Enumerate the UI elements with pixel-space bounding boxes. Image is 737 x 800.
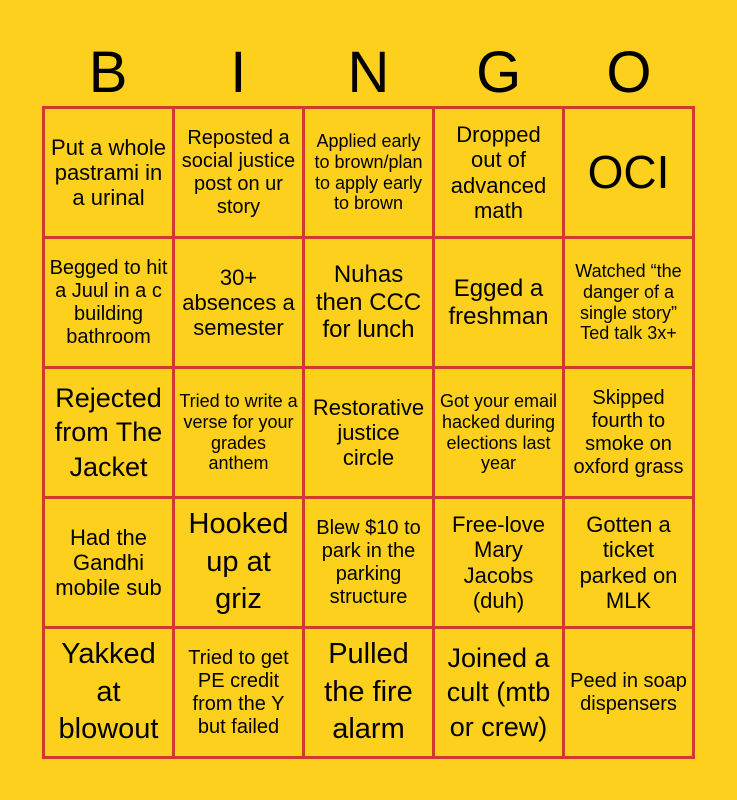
bingo-cell[interactable]: Free-love Mary Jacobs (duh) — [435, 499, 562, 626]
header-letter-g: G — [476, 40, 522, 105]
bingo-cell[interactable]: Had the Gandhi mobile sub — [45, 499, 172, 626]
bingo-header — [43, 40, 694, 106]
bingo-cell[interactable]: Applied early to brown/plan to apply early to brown — [305, 109, 432, 236]
header-letter-i: I — [230, 40, 247, 105]
bingo-cell[interactable]: Joined a cult (mtb or crew) — [435, 629, 562, 756]
bingo-cell[interactable]: Got your email hacked during elections last year — [435, 369, 562, 496]
bingo-cell[interactable]: Restorative justice circle — [305, 369, 432, 496]
bingo-cell[interactable]: Gotten a ticket parked on MLK — [565, 499, 692, 626]
bingo-cell[interactable]: Blew $10 to park in the parking structure — [305, 499, 432, 626]
bingo-cell[interactable]: Begged to hit a Juul in a c building bathroom — [45, 239, 172, 366]
header-letter-b: B — [88, 40, 128, 105]
bingo-cell[interactable]: Dropped out of advanced math — [435, 109, 562, 236]
bingo-cell[interactable]: Yakked at blowout — [45, 629, 172, 756]
bingo-cell[interactable]: Reposted a social justice post on ur story — [175, 109, 302, 236]
bingo-cell[interactable]: Tried to write a verse for your grades anthem — [175, 369, 302, 496]
bingo-cell[interactable]: Nuhas then CCC for lunch — [305, 239, 432, 366]
bingo-cell[interactable]: Egged a freshman — [435, 239, 562, 366]
bingo-cell[interactable]: Tried to get PE credit from the Y but failed — [175, 629, 302, 756]
header-letter-n: N — [347, 40, 390, 105]
bingo-cell[interactable]: Skipped fourth to smoke on oxford grass — [565, 369, 692, 496]
bingo-cell[interactable]: Watched “the danger of a single story” Ted talk 3x+ — [565, 239, 692, 366]
bingo-card-grid — [42, 106, 695, 759]
bingo-cell[interactable]: Rejected from The Jacket — [45, 369, 172, 496]
bingo-cell[interactable]: Put a whole pastrami in a urinal — [45, 109, 172, 236]
bingo-cell[interactable]: Hooked up at griz — [175, 499, 302, 626]
bingo-cell[interactable]: Peed in soap dispensers — [565, 629, 692, 756]
bingo-cell[interactable]: 30+ absences a semester — [175, 239, 302, 366]
bingo-cell[interactable]: Pulled the fire alarm — [305, 629, 432, 756]
header-letter-o: O — [606, 40, 652, 105]
bingo-cell[interactable]: OCI — [565, 109, 692, 236]
